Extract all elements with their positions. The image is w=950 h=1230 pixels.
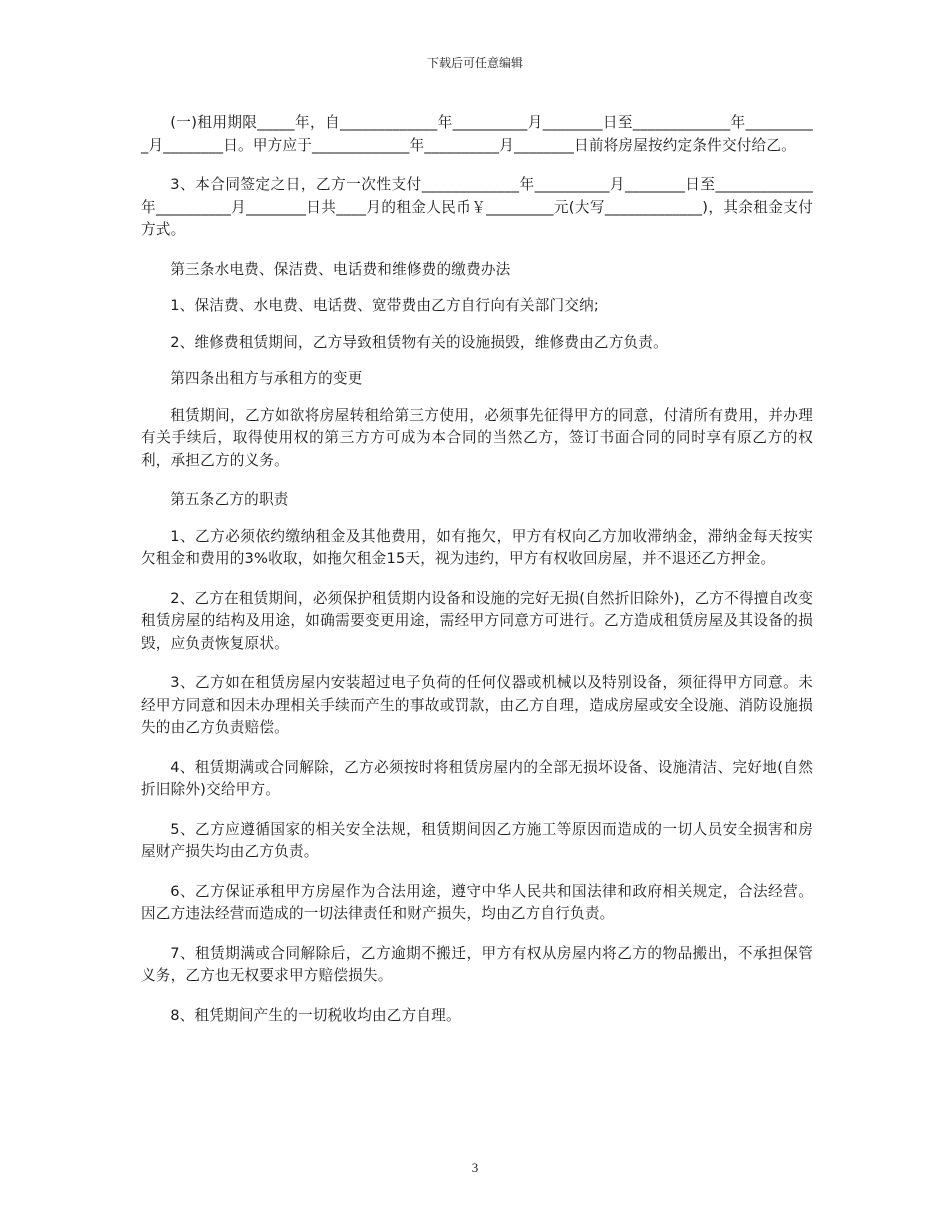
paragraph-duty-6: 6、乙方保证承租甲方房屋作为合法用途，遵守中华人民共和国法律和政府相关规定，合法经营。因乙方违法经营而造成的一切法律责任和财产损失，均由乙方自行负责。 — [141, 882, 813, 922]
page-number: 3 — [471, 1160, 479, 1175]
paragraph-utility-fees: 1、保洁费、水电费、电话费、宽带费由乙方自行向有关部门交纳; — [170, 297, 600, 314]
section-heading-article-5: 第五条乙方的职责 — [170, 491, 289, 508]
paragraph-duty-7: 7、租赁期满或合同解除后，乙方逾期不搬迁，甲方有权从房屋内将乙方的物品搬出，不承担保管义务，乙方也无权要求甲方赔偿损失。 — [141, 944, 813, 984]
paragraph-duty-4: 4、租赁期满或合同解除，乙方必须按时将租赁房屋内的全部无损坏设备、设施清洁、完好地(自然折旧除外)交给甲方。 — [141, 758, 813, 798]
document-body — [141, 112, 813, 1041]
paragraph-rent-payment: 3、本合同签定之日，乙方一次性支付_____________年__________月________日至_____________年__________月________日共____月的租金人民币￥_________元(大写_____________)，其余租金支付方式。 — [141, 176, 813, 238]
paragraph-duty-3: 3、乙方如在租赁房屋内安装超过电子负荷的任何仪器或机械以及特别设备，须征得甲方同意。未经甲方同意和因未办理相关手续而产生的事故或罚款，由乙方自理，造成房屋或安全设施、消防设施损失的由乙方负责赔偿。 — [141, 674, 813, 736]
paragraph-duty-1: 1、乙方必须依约缴纳租金及其他费用，如有拖欠，甲方有权向乙方加收滞纳金，滞纳金每天按实欠租金和费用的3%收取，如拖欠租金15天，视为违约，甲方有权收回房屋，并不退还乙方押金。 — [141, 527, 813, 567]
paragraph-sublease: 租赁期间，乙方如欲将房屋转租给第三方使用，必须事先征得甲方的同意，付清所有费用，并办理有关手续后，取得使用权的第三方方可成为本合同的当然乙方，签订书面合同的同时享有原乙方的权利，承担乙方的义务。 — [141, 406, 813, 469]
paragraph-maintenance-fees: 2、维修费租赁期间，乙方导致租赁物有关的设施损毁，维修费由乙方负责。 — [170, 333, 668, 351]
section-heading-article-4: 第四条出租方与承租方的变更 — [170, 370, 363, 387]
paragraph-lease-term: (一)租用期限_____年，自_____________年__________月________日至_____________年__________月________日。甲方应于_____________年__________月________日前将房屋按约定条件交付给乙。 — [141, 114, 813, 154]
page-header: 下载后可任意编辑 — [426, 56, 523, 70]
paragraph-duty-5: 5、乙方应遵循国家的相关安全法规，租赁期间因乙方施工等原因而造成的一切人员安全损害和房屋财产损失均由乙方负责。 — [141, 820, 813, 860]
paragraph-duty-2: 2、乙方在租赁期间，必须保护租赁期内设备和设施的完好无损(自然折旧除外)，乙方不得擅自改变租赁房屋的结构及用途，如确需要变更用途，需经甲方同意方可进行。乙方造成租赁房屋及其设备的损毁，应负责恢复原状。 — [141, 589, 813, 652]
paragraph-duty-8: 8、租凭期间产生的一切税收均由乙方自理。 — [170, 1006, 461, 1024]
section-heading-article-3: 第三条水电费、保洁费、电话费和维修费的缴费办法 — [170, 260, 511, 278]
